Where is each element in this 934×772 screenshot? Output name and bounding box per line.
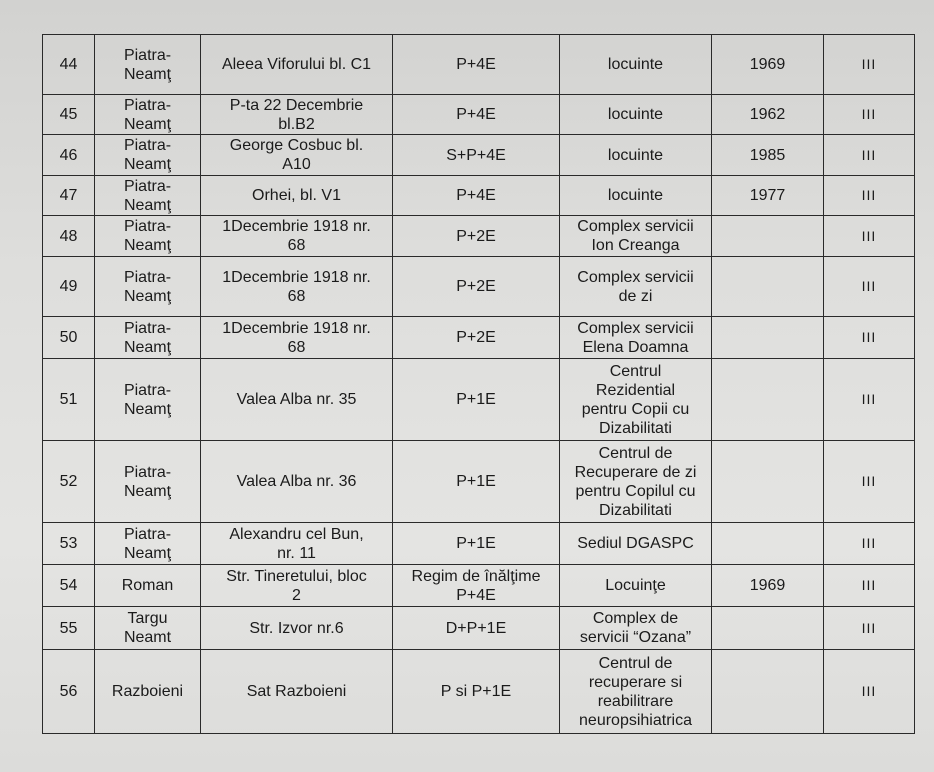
class-cell: III	[824, 523, 915, 565]
construction-year-cell: 1962	[712, 95, 824, 135]
height-regime-cell: S+P+4E	[393, 135, 560, 176]
row-number-cell: 51	[43, 359, 95, 441]
table-row	[43, 650, 915, 734]
construction-year-cell	[712, 257, 824, 317]
address-cell: Str. Izvor nr.6	[201, 607, 393, 650]
address-cell: Aleea Viforului bl. C1	[201, 35, 393, 95]
class-cell: III	[824, 135, 915, 176]
class-cell: III	[824, 441, 915, 523]
address-cell: Valea Alba nr. 36	[201, 441, 393, 523]
height-regime-cell: P+2E	[393, 317, 560, 359]
row-number-cell: 49	[43, 257, 95, 317]
locality-cell: Targu Neamt	[95, 607, 201, 650]
address-cell: Valea Alba nr. 35	[201, 359, 393, 441]
table-row	[43, 35, 915, 95]
building-use-cell: locuinte	[560, 135, 712, 176]
construction-year-cell	[712, 650, 824, 734]
locality-cell: Piatra- Neamţ	[95, 317, 201, 359]
building-use-cell: Centrul Rezidential pentru Copii cu Dizabilitati	[560, 359, 712, 441]
address-cell: 1Decembrie 1918 nr. 68	[201, 216, 393, 257]
locality-cell: Piatra- Neamţ	[95, 523, 201, 565]
row-number-cell: 50	[43, 317, 95, 359]
class-cell: III	[824, 650, 915, 734]
address-cell: 1Decembrie 1918 nr. 68	[201, 317, 393, 359]
locality-cell: Piatra- Neamţ	[95, 441, 201, 523]
building-use-cell: Centrul de Recuperare de zi pentru Copilul cu Dizabilitati	[560, 441, 712, 523]
table-row	[43, 176, 915, 216]
height-regime-cell: P si P+1E	[393, 650, 560, 734]
construction-year-cell	[712, 359, 824, 441]
construction-year-cell	[712, 317, 824, 359]
construction-year-cell	[712, 523, 824, 565]
building-use-cell: Sediul DGASPC	[560, 523, 712, 565]
table-row	[43, 359, 915, 441]
height-regime-cell: P+1E	[393, 359, 560, 441]
table-row	[43, 441, 915, 523]
row-number-cell: 56	[43, 650, 95, 734]
building-use-cell: Centrul de recuperare si reabilitrare neuropsihiatrica	[560, 650, 712, 734]
table-row	[43, 216, 915, 257]
height-regime-cell: P+2E	[393, 216, 560, 257]
locality-cell: Piatra- Neamţ	[95, 95, 201, 135]
height-regime-cell: Regim de înălţime P+4E	[393, 565, 560, 607]
height-regime-cell: P+1E	[393, 441, 560, 523]
building-use-cell: locuinte	[560, 176, 712, 216]
address-cell: George Cosbuc bl. A10	[201, 135, 393, 176]
class-cell: III	[824, 565, 915, 607]
row-number-cell: 44	[43, 35, 95, 95]
height-regime-cell: P+4E	[393, 35, 560, 95]
locality-cell: Piatra- Neamţ	[95, 359, 201, 441]
locality-cell: Piatra- Neamţ	[95, 35, 201, 95]
class-cell: III	[824, 216, 915, 257]
construction-year-cell	[712, 607, 824, 650]
height-regime-cell: P+4E	[393, 95, 560, 135]
row-number-cell: 45	[43, 95, 95, 135]
table-row	[43, 565, 915, 607]
table-row	[43, 317, 915, 359]
locality-cell: Roman	[95, 565, 201, 607]
row-number-cell: 52	[43, 441, 95, 523]
building-use-cell: locuinte	[560, 35, 712, 95]
class-cell: III	[824, 176, 915, 216]
construction-year-cell	[712, 441, 824, 523]
table-body	[43, 35, 915, 734]
class-cell: III	[824, 35, 915, 95]
construction-year-cell: 1985	[712, 135, 824, 176]
class-cell: III	[824, 607, 915, 650]
construction-year-cell	[712, 216, 824, 257]
table-row	[43, 95, 915, 135]
locality-cell: Piatra- Neamţ	[95, 257, 201, 317]
construction-year-cell: 1969	[712, 565, 824, 607]
building-use-cell: Complex servicii Ion Creanga	[560, 216, 712, 257]
address-cell: P-ta 22 Decembrie bl.B2	[201, 95, 393, 135]
building-use-cell: Complex de servicii “Ozana”	[560, 607, 712, 650]
building-use-cell: Complex servicii Elena Doamna	[560, 317, 712, 359]
table-row	[43, 135, 915, 176]
address-cell: Sat Razboieni	[201, 650, 393, 734]
locality-cell: Razboieni	[95, 650, 201, 734]
address-cell: 1Decembrie 1918 nr. 68	[201, 257, 393, 317]
height-regime-cell: D+P+1E	[393, 607, 560, 650]
height-regime-cell: P+1E	[393, 523, 560, 565]
row-number-cell: 54	[43, 565, 95, 607]
table-row	[43, 257, 915, 317]
building-use-cell: Locuinţe	[560, 565, 712, 607]
buildings-table	[42, 34, 915, 734]
row-number-cell: 46	[43, 135, 95, 176]
address-cell: Alexandru cel Bun, nr. 11	[201, 523, 393, 565]
row-number-cell: 48	[43, 216, 95, 257]
row-number-cell: 55	[43, 607, 95, 650]
construction-year-cell: 1977	[712, 176, 824, 216]
building-use-cell: Complex servicii de zi	[560, 257, 712, 317]
construction-year-cell: 1969	[712, 35, 824, 95]
locality-cell: Piatra- Neamţ	[95, 135, 201, 176]
class-cell: III	[824, 257, 915, 317]
height-regime-cell: P+2E	[393, 257, 560, 317]
building-use-cell: locuinte	[560, 95, 712, 135]
height-regime-cell: P+4E	[393, 176, 560, 216]
table-row	[43, 523, 915, 565]
row-number-cell: 47	[43, 176, 95, 216]
locality-cell: Piatra- Neamţ	[95, 216, 201, 257]
row-number-cell: 53	[43, 523, 95, 565]
locality-cell: Piatra- Neamţ	[95, 176, 201, 216]
class-cell: III	[824, 317, 915, 359]
class-cell: III	[824, 95, 915, 135]
class-cell: III	[824, 359, 915, 441]
address-cell: Orhei, bl. V1	[201, 176, 393, 216]
address-cell: Str. Tineretului, bloc 2	[201, 565, 393, 607]
table-row	[43, 607, 915, 650]
